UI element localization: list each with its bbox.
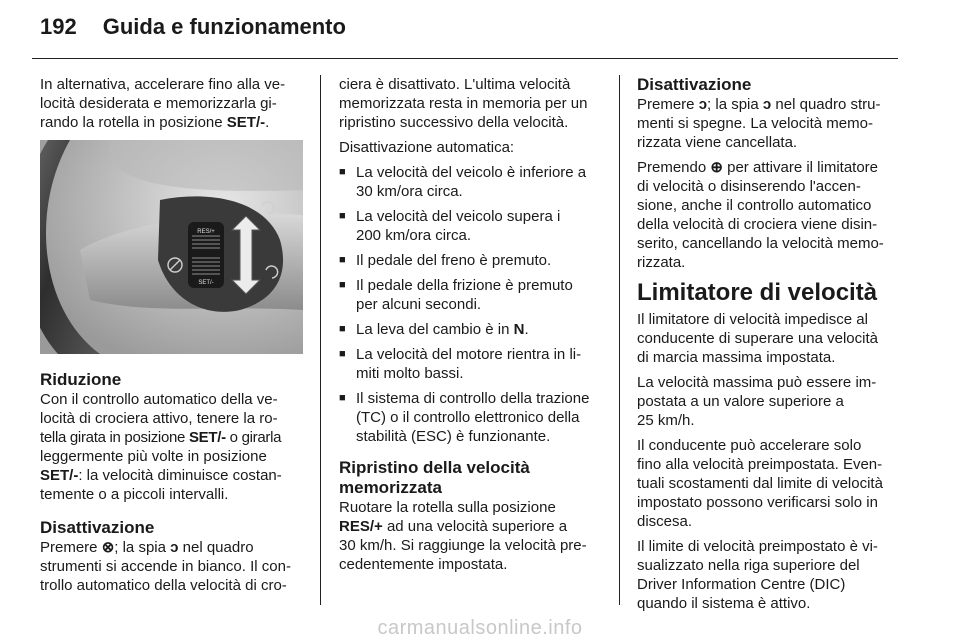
cancel-cruise-icon: ⊗ — [101, 539, 115, 556]
cruise-control-lamp-icon: ↄ — [762, 96, 772, 113]
set-label: SET/- — [198, 280, 214, 286]
list-item: ■ La velocità del veicolo è inferiore a 30 km/ora circa. — [339, 163, 602, 201]
cruise-control-icon: ↄ — [698, 96, 708, 113]
list-item: ■ Il sistema di controllo della trazione (TC) o il controllo elettronico della stabilità (ESC) è funzionante. — [339, 389, 602, 446]
continuation-paragraph: ciera è disattivato. L'ultima velocità memorizzata resta in memoria per un ripristino successivo della velocità. — [339, 76, 588, 131]
auto-deactivation-list — [339, 163, 602, 446]
limitatore-paragraph-4: Il limite di velocità preimpostato è vi- sualizzato nella riga superiore del Driver Information Centre (DIC) quando il sistema è attivo. — [637, 538, 878, 612]
list-item: ■ La velocità del motore rientra in li- miti molto bassi. — [339, 345, 602, 383]
limitatore-paragraph-2: La velocità massima può essere im- postata a un valore superiore a 25 km/h. — [637, 374, 877, 429]
column-1 — [40, 75, 303, 601]
section-heading-disattivazione: Disattivazione — [637, 75, 752, 94]
column-3 — [637, 75, 902, 619]
column-divider — [320, 75, 321, 605]
auto-deactivation-title: Disattivazione automatica: — [339, 139, 515, 156]
list-item: ■ Il pedale del freno è premuto. — [339, 251, 602, 270]
limitatore-paragraph-1: Il limitatore di velocità impedisce al conducente di superare una velocità di marcia massima impostata. — [637, 311, 878, 366]
page-header — [40, 14, 346, 44]
list-item: ■ La velocità del veicolo supera i 200 km/ora circa. — [339, 207, 602, 245]
section-heading-limitatore: Limitatore di velocità — [637, 279, 878, 306]
chapter-title: Guida e funzionamento — [102, 14, 346, 39]
limitatore-paragraph-3: Il conducente può accelerare solo fino alla velocità preimpostata. Even- tuali scostamenti dal limite di velocità impostato possono verificarsi solo in discesa. — [637, 437, 883, 530]
cruise-control-lamp-icon: ↄ — [170, 539, 179, 556]
list-item: ■ La leva del cambio è in N. — [339, 320, 602, 339]
column-divider — [619, 75, 620, 605]
speed-limiter-icon: ⊕ — [710, 159, 723, 176]
ripristino-paragraph: Ruotare la rotella sulla posizione RES/+ ad una velocità superiore a 30 km/h. Si raggiunge la velocità pre- cedentemente impostata. — [339, 499, 587, 573]
disattivazione-paragraph: Premere ⊗; la spia ↄ nel quadro strumenti si accende in bianco. Il con- trollo automatico della velocità di cro- — [40, 539, 291, 594]
page-number: 192 — [40, 14, 77, 39]
list-item: ■ Il pedale della frizione è premuto per alcuni secondi. — [339, 276, 602, 314]
res-label: RES/+ — [197, 229, 215, 235]
section-heading-ripristino: Ripristino della velocità memorizzata — [339, 458, 530, 497]
intro-paragraph: In alternativa, accelerare fino alla ve- locità desiderata e memorizzarla gi- rando la rotella in posizione SET/-. — [40, 76, 286, 131]
watermark: carmanualsonline.info — [377, 617, 583, 639]
header-rule — [32, 58, 898, 59]
column-2 — [339, 75, 602, 580]
steering-wheel-figure — [40, 140, 303, 354]
limiter-switch-paragraph: Premendo ⊕ per attivare il limitatore di velocità o disinserendo l'accen- sione, anche il controllo automatico della velocità di crociera viene disin- serito, cancellando la velocità memo- rizzata. — [637, 159, 884, 271]
disattivazione-paragraph: Premere ↄ; la spia ↄ nel quadro stru- menti si spegne. La velocità memo- rizzata viene cancellata. — [637, 96, 881, 151]
section-heading-riduzione: Riduzione — [40, 370, 122, 389]
riduzione-paragraph: Con il controllo automatico della ve- locità di crociera attivo, tenere la ro- tella girata in posizione SET/- o girarla leggermente più volte in posizione SET/-: la velocità diminuisce costan- temente o a piccoli intervalli. — [40, 391, 282, 503]
section-heading-disattivazione: Disattivazione — [40, 518, 155, 537]
steering-wheel-illustration — [40, 140, 303, 354]
